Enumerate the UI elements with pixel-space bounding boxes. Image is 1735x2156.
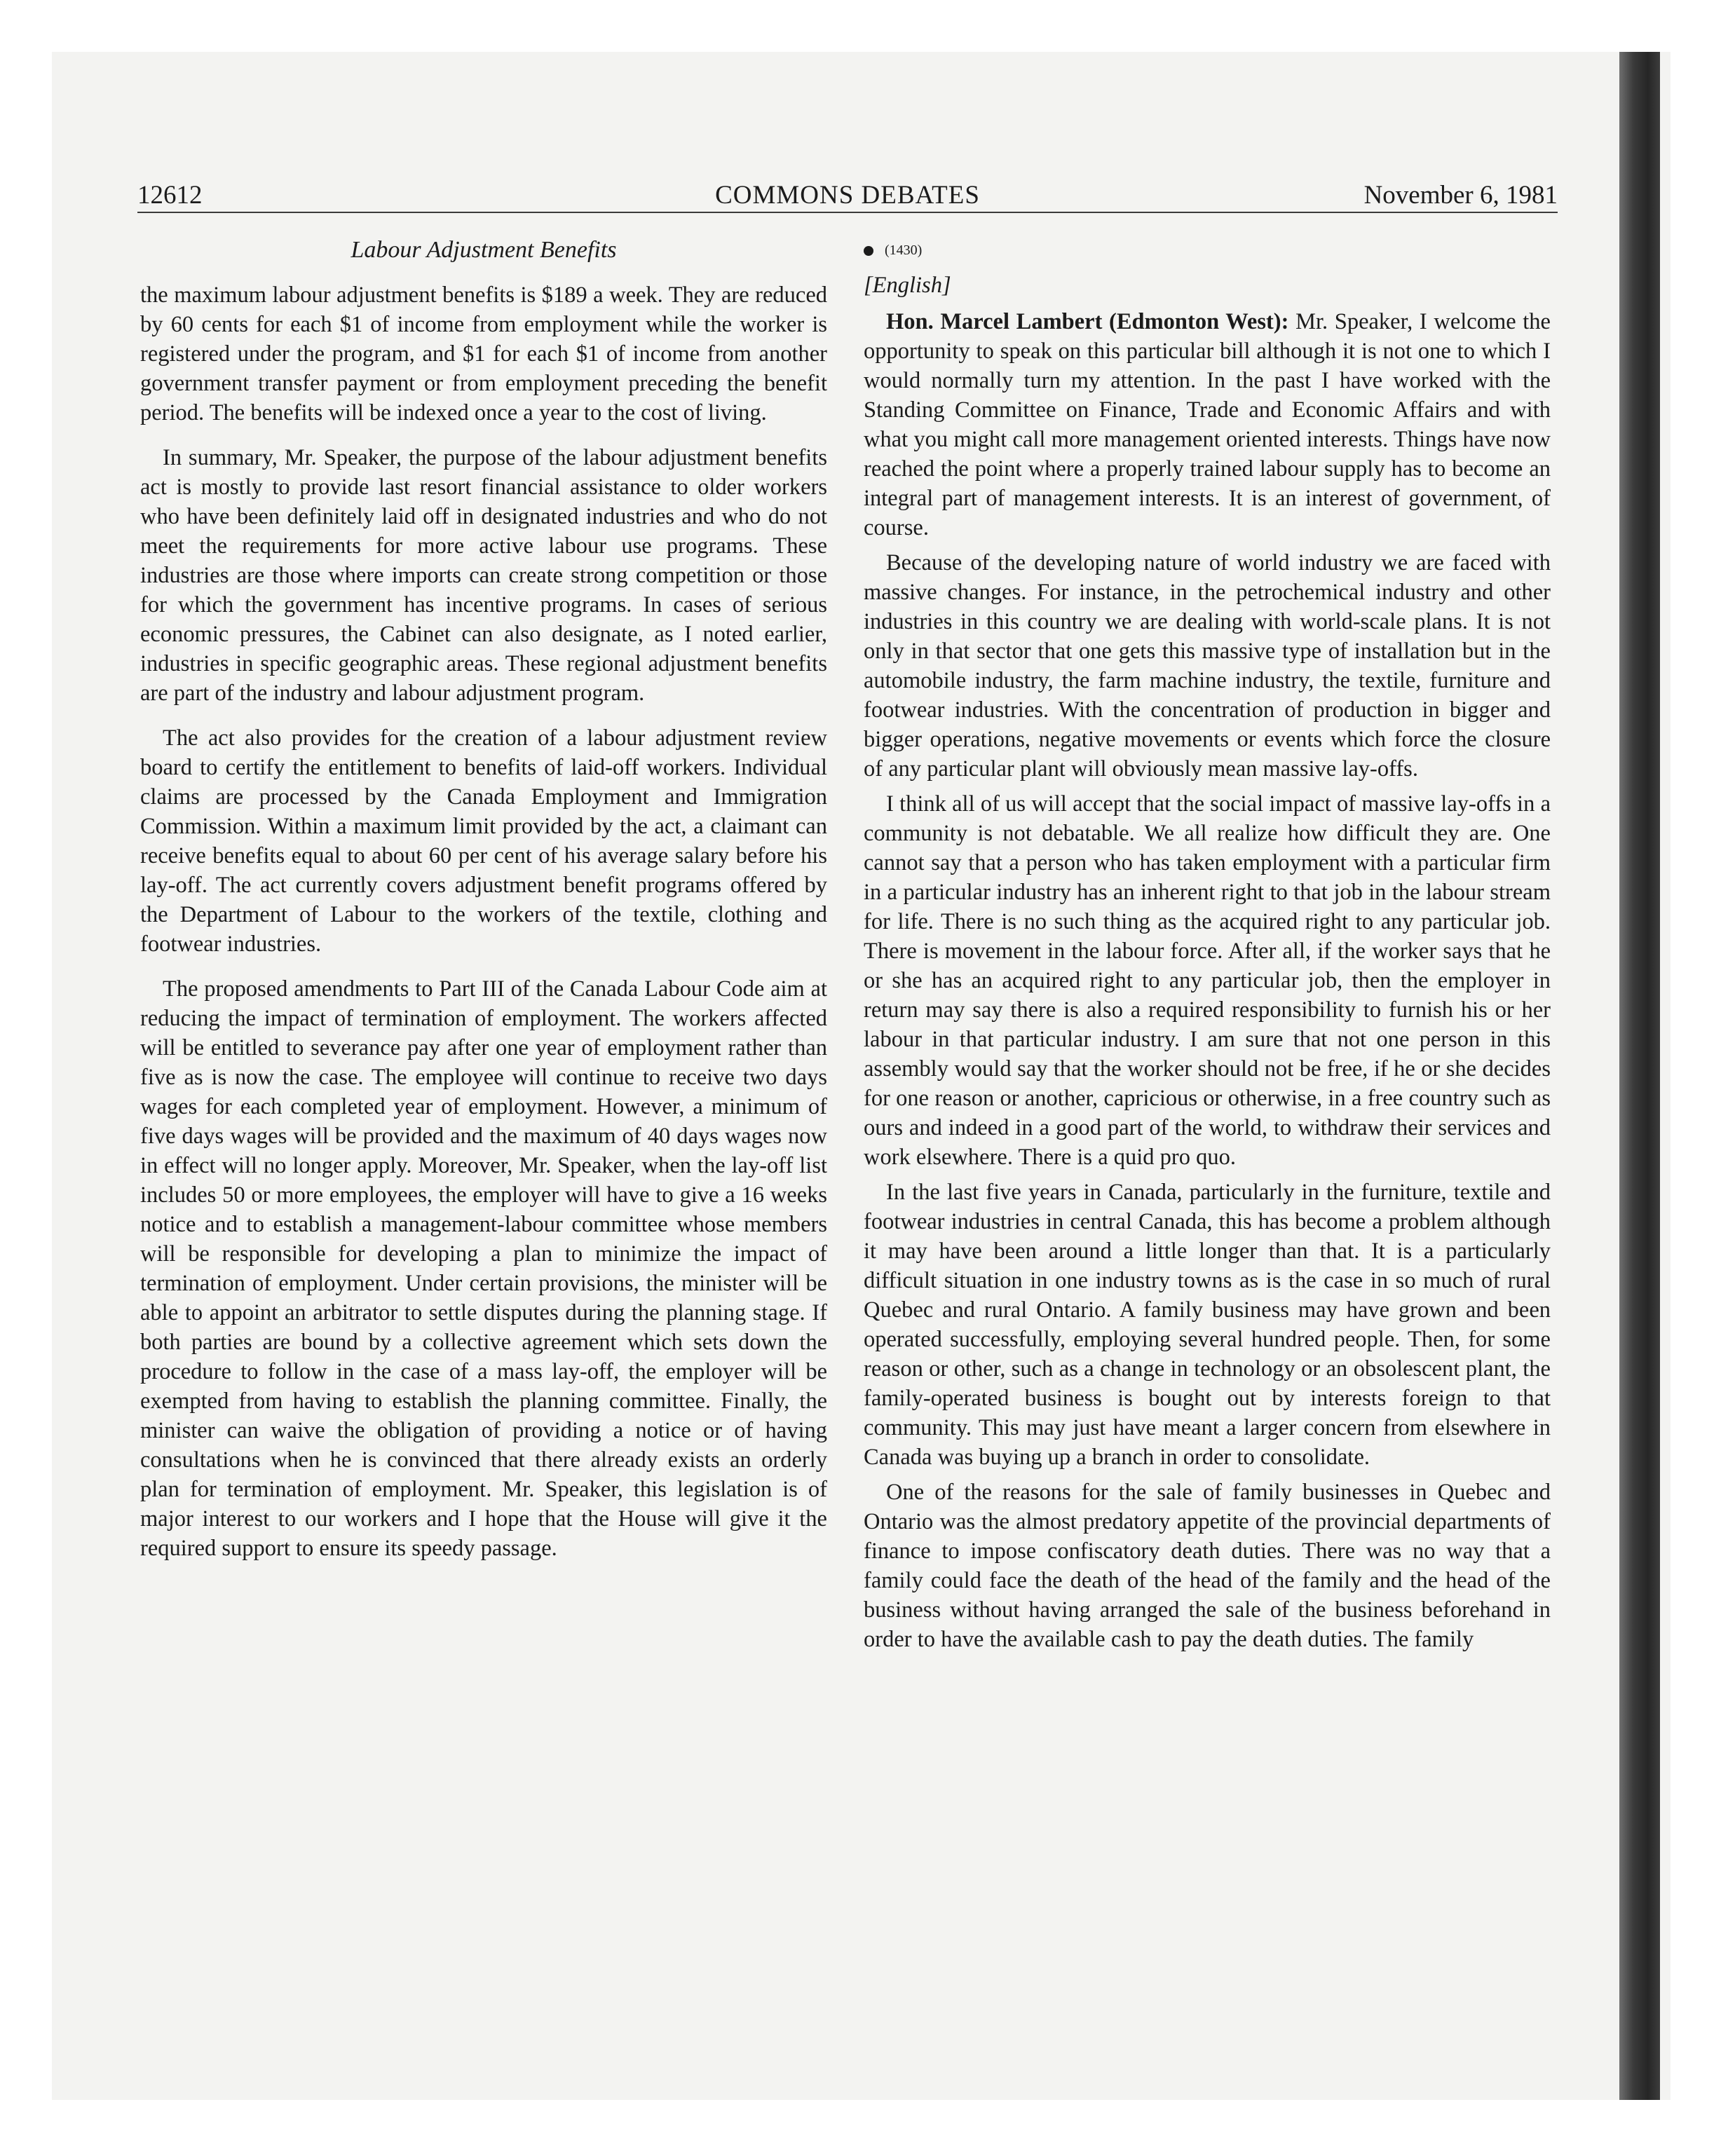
speaker-text: Mr. Speaker, I welcome the opportunity to speak on this particular bill although it is not one to which I would normally turn my attention. In the past I have worked with the Standing Committee on Finance, Trade and Economic Affairs and with what you might call more management oriented interests. Things have now reached the point where a properly trained labour supply has to become an integral part of management interests. It is an interest of government, of course.	[864, 309, 1551, 540]
publication-date: November 6, 1981	[1363, 181, 1558, 210]
right-column	[864, 236, 1551, 1660]
paragraph: I think all of us will accept that the social impact of massive lay-offs in a community is not debatable. We all realize how difficult they are. One cannot say that a person who has taken employment with a particular firm in a particular industry has an inherent right to that job in the labour stream for life. There is no such thing as the acquired right to any particular job. There is movement in the labour force. After all, if the worker says that he or she has an acquired right to any particular job, then the employer in return may say there is also a required responsibility to furnish his or her labour in that particular industry. I am sure that not one person in this assembly would say that the worker should not be free, if he or she decides for one reason or another, capricious or otherwise, in a free country such as ours and indeed in a good part of the world, to withdraw their services and work elsewhere. There is a quid pro quo.	[864, 791, 1551, 1170]
page-binding-edge	[1619, 52, 1660, 2100]
running-head: Labour Adjustment Benefits	[351, 237, 617, 263]
paragraph: In the last five years in Canada, particularly in the furniture, textile and footwear industries in central Canada, this has become a problem although it may have been around a little longer than that. It is a particularly difficult situation in one industry towns as is the case in so much of rural Quebec and rural Ontario. A family business may have grown and been operated successfully, employing several hundred people. Then, for some reason or other, such as a change in technology or an obsolescent plant, the family-operated business is bought out by interests foreign to that community. This may just have meant a larger concern from elsewhere in Canada was buying up a branch in order to consolidate.	[864, 1180, 1551, 1470]
language-note: [English]	[864, 273, 951, 298]
page-header	[137, 179, 1558, 213]
paragraph: Because of the developing nature of world industry we are faced with massive changes. For instance, in the petrochemical industry and other industries in this country we are dealing with world-scale plans. It is not only in that sector that one gets this massive type of installation but in the automobile industry, the farm machine industry, the textile, furniture and footwear industries. With the concentration of production in bigger and bigger operations, negative movements or events which force the closure of any particular plant will obviously mean massive lay-offs.	[864, 550, 1551, 782]
speaker-name: Hon. Marcel Lambert (Edmonton West):	[886, 309, 1289, 334]
speaker-paragraph	[864, 307, 1551, 543]
page-number: 12612	[137, 181, 203, 210]
paragraph: One of the reasons for the sale of family businesses in Quebec and Ontario was the almost predatory appetite of the provincial departments of finance to impose confiscatory death duties. There was no way that a family could face the death of the head of the family and the head of the business without having arranged the sale of the business beforehand in order to have the available cash to pay the death duties. The family	[864, 1480, 1551, 1652]
left-column	[140, 236, 827, 1578]
paragraph: The proposed amendments to Part III of the Canada Labour Code aim at reducing the impact of termination of employment. The workers affected will be entitled to severance pay after one year of employment rather than five as is now the case. The employee will continue to receive two days wages for each completed year of employment. However, a minimum of five days wages will be provided and the maximum of 40 days wages now in effect will no longer apply. Moreover, Mr. Speaker, when the lay-off list includes 50 or more employees, the employer will have to give a 16 weeks notice and to establish a management-labour committee whose members will be responsible for developing a plan to minimize the impact of termination of employment. Under certain provisions, the minister will be able to appoint an arbitrator to settle disputes during the planning stage. If both parties are bound by a collective agreement which sets down the procedure to follow in the case of a mass lay-off, the employer will be exempted from having to establish the planning committee. Finally, the minister can waive the obligation of providing a notice or of having consultations when he is convinced that there already exists an orderly plan for termination of employment. Mr. Speaker, this legislation is of major interest to our workers and I hope that the House will give it the required support to ensure its speedy passage.	[140, 976, 827, 1561]
paragraph: In summary, Mr. Speaker, the purpose of the labour adjustment benefits act is mostly to provide last resort financial assistance to older workers who have been definitely laid off in designated industries and who do not meet the requirements for more active labour use programs. These industries are those where imports can create strong competition or those for which the government has incentive programs. In cases of serious economic pressures, the Cabinet can also designate, as I noted earlier, industries in specific geographic areas. These regional adjustment benefits are part of the industry and labour adjustment program.	[140, 445, 827, 706]
time-marker-text: (1430)	[885, 243, 923, 258]
paragraph: The act also provides for the creation of a labour adjustment review board to certify the entitlement to benefits of laid-off workers. Individual claims are processed by the Canada Employment and Immigration Commission. Within a maximum limit provided by the act, a claimant can receive benefits equal to about 60 per cent of his average salary before his lay-off. The act currently covers adjustment benefit programs offered by the Department of Labour to the workers of the textile, clothing and footwear industries.	[140, 725, 827, 957]
paragraph: the maximum labour adjustment benefits is $189 a week. They are reduced by 60 cents for each $1 of income from employment while the worker is registered under the program, and $1 for each $1 of income from another government transfer payment or from employment preceding the benefit period. The benefits will be indexed once a year to the cost of living.	[140, 282, 827, 425]
time-marker	[864, 236, 1551, 265]
publication-title: COMMONS DEBATES	[715, 181, 980, 210]
bullet-dot-icon	[864, 246, 873, 256]
